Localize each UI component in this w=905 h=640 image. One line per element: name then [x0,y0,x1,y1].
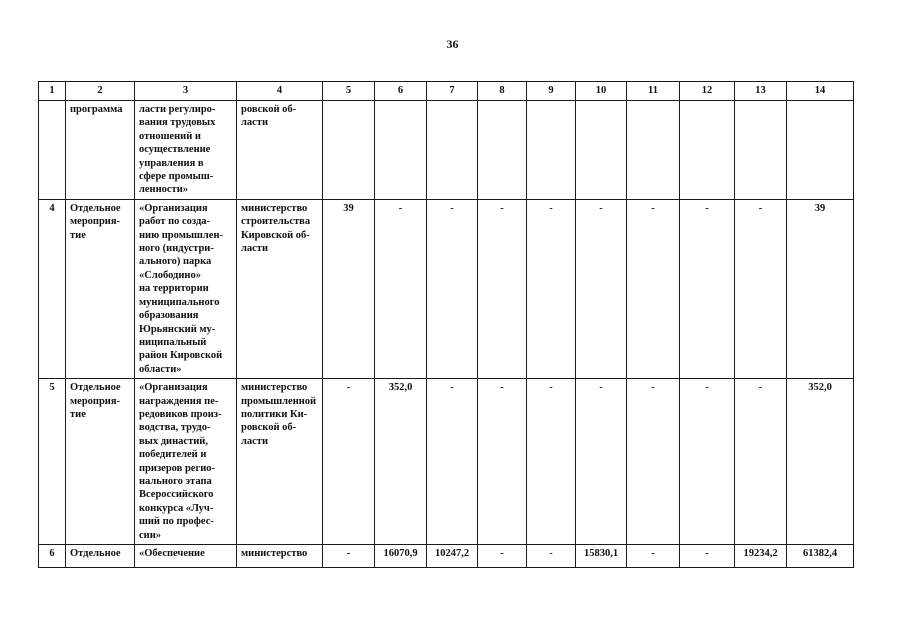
value-cell-col-14: 39 [787,199,854,378]
column-header-12: 12 [680,82,735,101]
column-header-10: 10 [576,82,627,101]
value-cell-col-12: - [680,545,735,568]
table-row [39,101,854,200]
page-number: 36 [446,37,459,51]
value-cell-col-10: - [576,199,627,378]
value-cell-col-7: 10247,2 [427,545,478,568]
value-cell-col-6: 16070,9 [375,545,427,568]
measure-name-cell: ласти регулиро- вания трудовых отношений и осуществление управления в сфере промыш- ленности» [135,101,237,200]
measure-name-cell: «Организация работ по созда- нию промышлен- ного (индустри- ального) парка «Слободино» на территории муниципального образования Юрьянский му- ниципальный район Кировской области» [135,199,237,378]
table-body [39,101,854,568]
value-cell-col-10 [576,101,627,200]
measure-type-cell: Отдельное мероприя- тие [66,199,135,378]
table-row [39,379,854,545]
row-number-cell: 5 [39,379,66,545]
value-cell-col-7: - [427,379,478,545]
column-header-4: 4 [237,82,323,101]
measure-type-cell: Отдельное мероприя- тие [66,379,135,545]
value-cell-col-6: 352,0 [375,379,427,545]
value-cell-col-10: - [576,379,627,545]
responsible-executor-cell: министерство [237,545,323,568]
value-cell-col-13: - [735,379,787,545]
value-cell-col-6: - [375,199,427,378]
value-cell-col-5: 39 [323,199,375,378]
measure-name-cell: «Обеспечение [135,545,237,568]
header-row [39,82,854,101]
value-cell-col-12: - [680,379,735,545]
value-cell-col-6 [375,101,427,200]
value-cell-col-14: 61382,4 [787,545,854,568]
value-cell-col-9: - [527,379,576,545]
row-number-cell: 6 [39,545,66,568]
row-number-cell [39,101,66,200]
column-header-14: 14 [787,82,854,101]
column-header-7: 7 [427,82,478,101]
measure-name-cell: «Организация награждения пе- редовиков произ- водства, трудо- вых династий, победителей и призеров регио- нального этапа Всероссийского конкурса «Луч- ший по профес- сии» [135,379,237,545]
value-cell-col-13: - [735,199,787,378]
value-cell-col-13 [735,101,787,200]
table-row [39,199,854,378]
value-cell-col-11: - [627,379,680,545]
budget-table [38,81,854,568]
value-cell-col-5 [323,101,375,200]
column-header-6: 6 [375,82,427,101]
responsible-executor-cell: министерство промышленной политики Ки- ровской об- ласти [237,379,323,545]
column-header-11: 11 [627,82,680,101]
responsible-executor-cell: ровской об- ласти [237,101,323,200]
value-cell-col-13: 19234,2 [735,545,787,568]
value-cell-col-14 [787,101,854,200]
value-cell-col-14: 352,0 [787,379,854,545]
column-header-8: 8 [478,82,527,101]
table-row [39,545,854,568]
value-cell-col-5: - [323,379,375,545]
measure-type-cell: программа [66,101,135,200]
value-cell-col-8: - [478,199,527,378]
value-cell-col-9: - [527,199,576,378]
measure-type-cell: Отдельное [66,545,135,568]
value-cell-col-12: - [680,199,735,378]
column-header-2: 2 [66,82,135,101]
value-cell-col-8: - [478,545,527,568]
value-cell-col-7: - [427,199,478,378]
value-cell-col-8: - [478,379,527,545]
value-cell-col-8 [478,101,527,200]
value-cell-col-11 [627,101,680,200]
column-header-5: 5 [323,82,375,101]
value-cell-col-12 [680,101,735,200]
column-header-13: 13 [735,82,787,101]
value-cell-col-5: - [323,545,375,568]
responsible-executor-cell: министерство строительства Кировской об- ласти [237,199,323,378]
value-cell-col-9 [527,101,576,200]
value-cell-col-7 [427,101,478,200]
value-cell-col-11: - [627,199,680,378]
value-cell-col-9: - [527,545,576,568]
column-header-9: 9 [527,82,576,101]
column-header-3: 3 [135,82,237,101]
value-cell-col-10: 15830,1 [576,545,627,568]
column-header-1: 1 [39,82,66,101]
value-cell-col-11: - [627,545,680,568]
row-number-cell: 4 [39,199,66,378]
